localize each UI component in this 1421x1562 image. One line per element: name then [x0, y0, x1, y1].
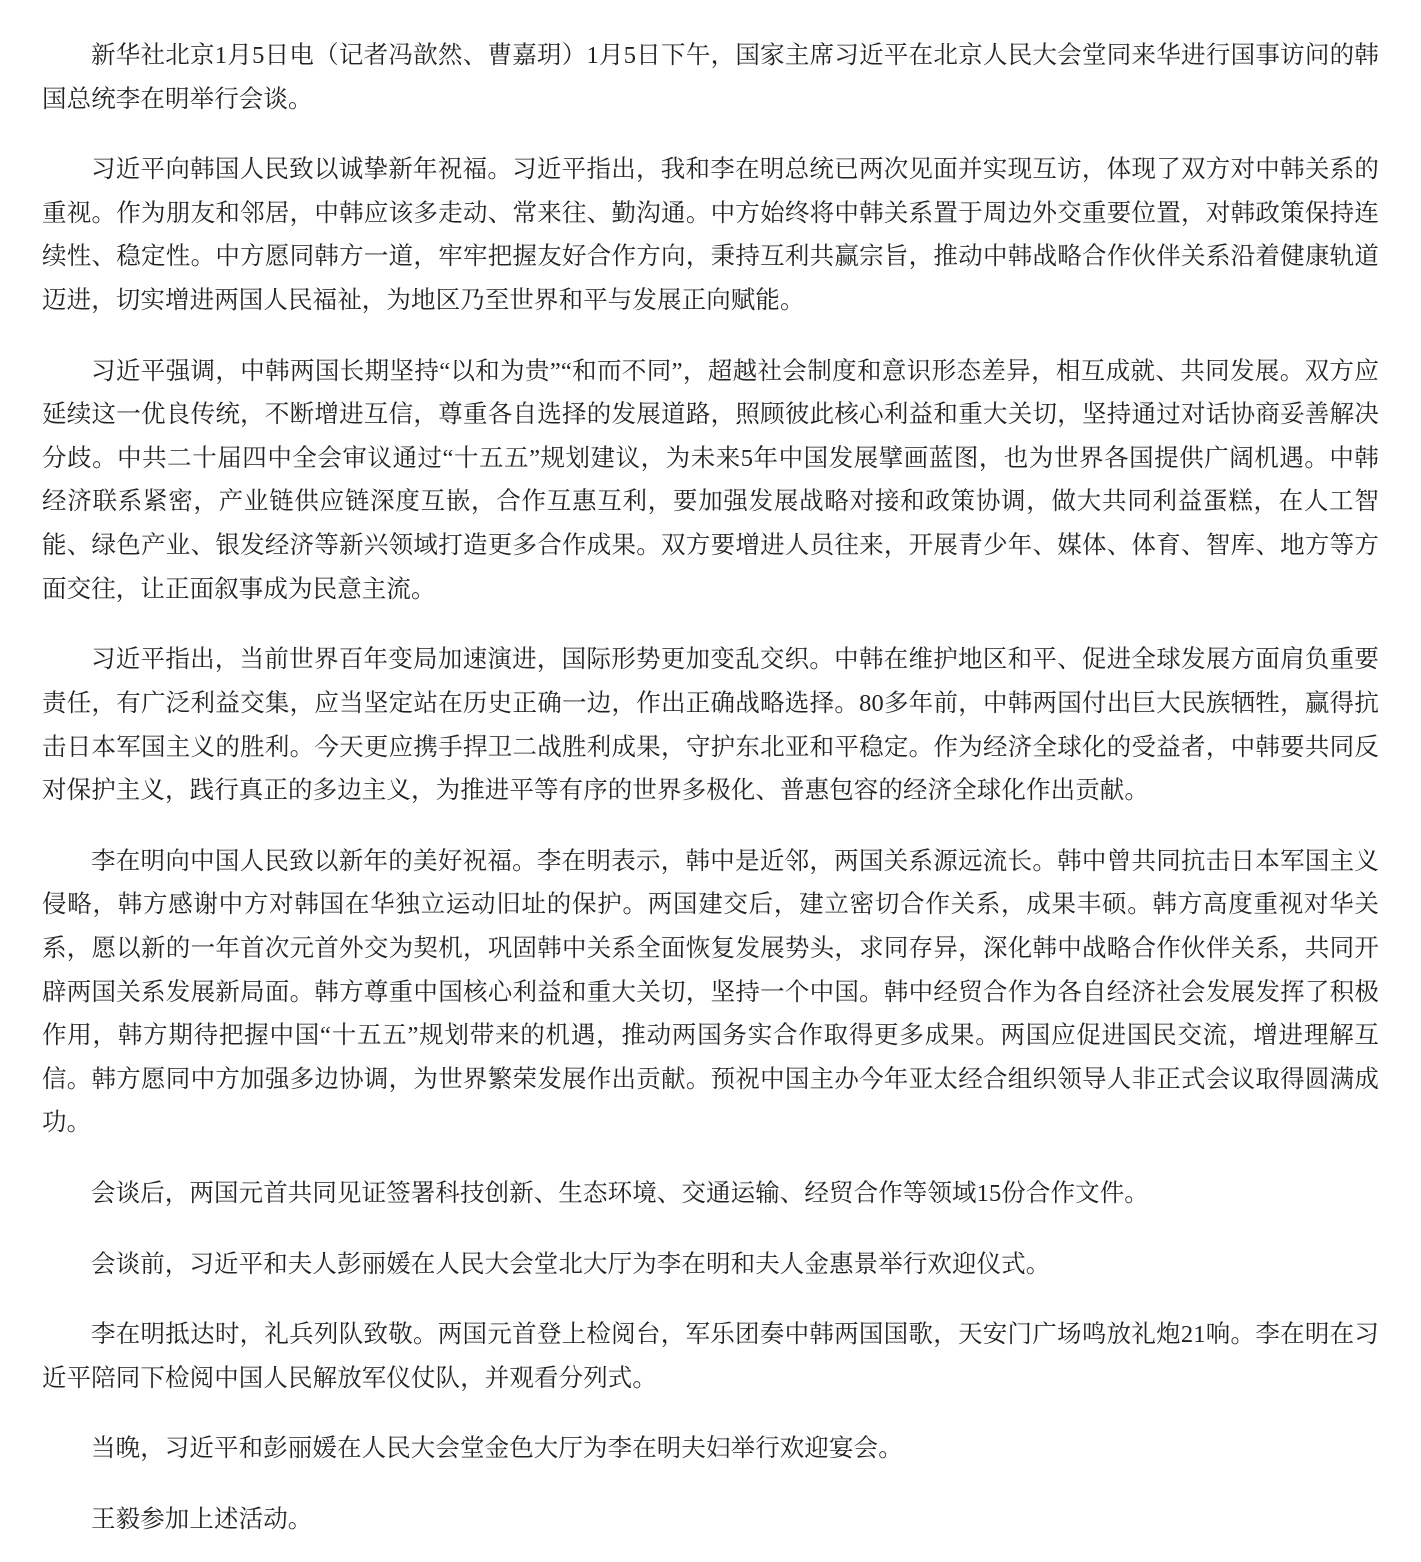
article-paragraph: 李在明抵达时，礼兵列队致敬。两国元首登上检阅台，军乐团奏中韩两国国歌，天安门广场鸣放礼炮21响。李在明在习近平陪同下检阅中国人民解放军仪仗队，并观看分列式。	[42, 1321, 1379, 1392]
article-paragraph: 王毅参加上述活动。	[91, 1506, 313, 1534]
article-paragraph: 会谈后，两国元首共同见证签署科技创新、生态环境、交通运输、经贸合作等领域15份合作文件。	[91, 1180, 1149, 1208]
article-paragraph: 习近平向韩国人民致以诚挚新年祝福。习近平指出，我和李在明总统已两次见面并实现互访，体现了双方对中韩关系的重视。作为朋友和邻居，中韩应该多走动、常来往、勤沟通。中方始终将中韩关系置于周边外交重要位置，对韩政策保持连续性、稳定性。中方愿同韩方一道，牢牢把握友好合作方向，秉持互利共赢宗旨，推动中韩战略合作伙伴关系沿着健康轨道迈进，切实增进两国人民福祉，为地区乃至世界和平与发展正向赋能。	[42, 156, 1379, 315]
article-paragraph: 新华社北京1月5日电（记者冯歆然、曹嘉玥）1月5日下午，国家主席习近平在北京人民大会堂同来华进行国事访问的韩国总统李在明举行会谈。	[42, 42, 1379, 113]
article-paragraph: 习近平指出，当前世界百年变局加速演进，国际形势更加变乱交织。中韩在维护地区和平、促进全球发展方面肩负重要责任，有广泛利益交集，应当坚定站在历史正确一边，作出正确战略选择。80多年前，中韩两国付出巨大民族牺牲，赢得抗击日本军国主义的胜利。今天更应携手捍卫二战胜利成果，守护东北亚和平稳定。作为经济全球化的受益者，中韩要共同反对保护主义，践行真正的多边主义，为推进平等有序的世界多极化、普惠包容的经济全球化作出贡献。	[42, 646, 1379, 805]
article-paragraph: 当晚，习近平和彭丽媛在人民大会堂金色大厅为李在明夫妇举行欢迎宴会。	[91, 1435, 903, 1463]
article-paragraph: 李在明向中国人民致以新年的美好祝福。李在明表示，韩中是近邻，两国关系源远流长。韩中曾共同抗击日本军国主义侵略，韩方感谢中方对韩国在华独立运动旧址的保护。两国建交后，建立密切合作关系，成果丰硕。韩方高度重视对华关系，愿以新的一年首次元首外交为契机，巩固韩中关系全面恢复发展势头，求同存异，深化韩中战略合作伙伴关系，共同开辟两国关系发展新局面。韩方尊重中国核心利益和重大关切，坚持一个中国。韩中经贸合作为各自经济社会发展发挥了积极作用，韩方期待把握中国“十五五”规划带来的机遇，推动两国务实合作取得更多成果。两国应促进国民交流，增进理解互信。韩方愿同中方加强多边协调，为世界繁荣发展作出贡献。预祝中国主办今年亚太经合组织领导人非正式会议取得圆满成功。	[42, 847, 1379, 1137]
article-paragraph: 习近平强调，中韩两国长期坚持“以和为贵”“和而不同”，超越社会制度和意识形态差异，相互成就、共同发展。双方应延续这一优良传统，不断增进互信，尊重各自选择的发展道路，照顾彼此核心利益和重大关切，坚持通过对话协商妥善解决分歧。中共二十届四中全会审议通过“十五五”规划建议，为未来5年中国发展擘画蓝图，也为世界各国提供广阔机遇。中韩经济联系紧密，产业链供应链深度互嵌，合作互惠互利，要加强发展战略对接和政策协调，做大共同利益蛋糕，在人工智能、绿色产业、银发经济等新兴领域打造更多合作成果。双方要增进人员往来，开展青少年、媒体、体育、智库、地方等方面交往，让正面叙事成为民意主流。	[42, 357, 1379, 603]
article-paragraph: 会谈前，习近平和夫人彭丽媛在人民大会堂北大厅为李在明和夫人金惠景举行欢迎仪式。	[91, 1250, 1051, 1278]
